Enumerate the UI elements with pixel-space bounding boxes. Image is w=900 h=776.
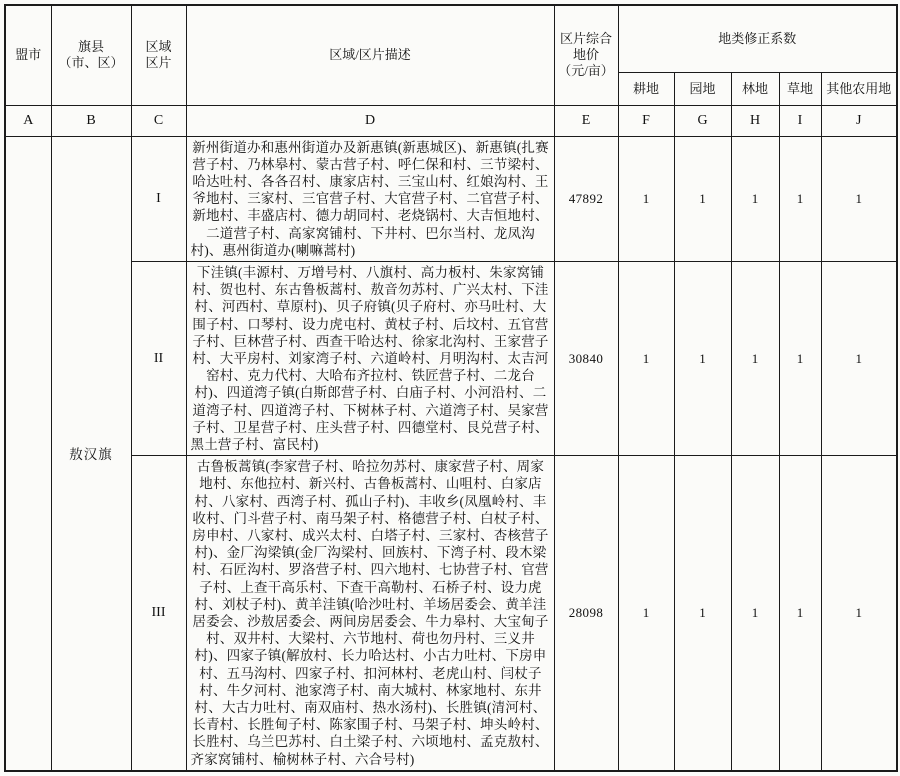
header-banner-county-line2: （市、区）	[58, 55, 124, 71]
zone-description-cell: 下洼镇(丰源村、万增号村、八旗村、高力板村、朱家窝铺村、贺也村、东古鲁板蒿村、敖音勿苏村、广兴太村、下洼村、河西村、草原村)、贝子府镇(贝子府村、亦马吐村、大围子村、口琴村、设力虎屯村、黄杖子村、后坟村、五官营子村、巨林营子村、西查干哈达村、徐家北沟村、王家营子村、大平房村、刘家湾子村、六道岭村、月明沟村、太吉河窑村、克力代村、大哈布齐拉村、铁匠营子村、二龙台村)、四道湾子镇(白斯郎营子村、白庙子村、小河沿村、二道湾子村、四道湾子村、下树林子村、六道湾子村、吴家营子村、卫星营子村、庄头营子村、四德堂村、艮兑营子村、黑土营子村、富民村)	[186, 261, 554, 455]
col-letter-b: B	[51, 105, 131, 136]
table-row-zone-3	[5, 456, 897, 771]
col-letter-f: F	[618, 105, 674, 136]
coeff-grass-cell: 1	[779, 261, 821, 455]
header-coefficient-group: 地类修正系数	[618, 5, 897, 72]
col-letter-i: I	[779, 105, 821, 136]
league-city-cell	[5, 136, 51, 771]
col-letter-a: A	[5, 105, 51, 136]
col-letter-h: H	[731, 105, 779, 136]
header-zone-line1: 区域	[145, 39, 172, 55]
price-cell: 28098	[554, 456, 618, 771]
coeff-garden-cell: 1	[674, 136, 731, 261]
header-banner-county-line1: 旗县	[77, 39, 104, 55]
coeff-other-cell: 1	[821, 136, 897, 261]
coeff-other-cell: 1	[821, 456, 897, 771]
zone-description-cell: 新州街道办和惠州街道办及新惠镇(新惠城区)、新惠镇(扎赛营子村、乃林皋村、蒙古营子村、呼仁保和村、三节梁村、哈达吐村、各各召村、康家店村、三宝山村、红娘沟村、王爷地村、三家村、三官营子村、大官营子村、二官营子村、新地村、丰盛店村、德力胡同村、老烧锅村、大吉恒地村、二道营子村、高家窝铺村、下井村、巴尔当村、龙凤沟村)、惠州街道办(喇嘛蒿村)	[186, 136, 554, 261]
coeff-forest-cell: 1	[731, 456, 779, 771]
coeff-grass-cell: 1	[779, 136, 821, 261]
header-zone	[131, 5, 186, 105]
price-cell: 30840	[554, 261, 618, 455]
header-league-city: 盟市	[5, 5, 51, 105]
col-letter-c: C	[131, 105, 186, 136]
coeff-other-cell: 1	[821, 261, 897, 455]
header-composite-price	[554, 5, 618, 105]
header-zone-description: 区域/区片描述	[186, 5, 554, 105]
price-cell: 47892	[554, 136, 618, 261]
header-coeff-forest: 林地	[731, 72, 779, 105]
header-zone-line2: 区片	[145, 55, 172, 71]
county-cell: 敖汉旗	[51, 136, 131, 771]
zone-description-cell: 古鲁板蒿镇(李家营子村、哈拉勿苏村、康家营子村、周家地村、东他拉村、新兴村、古鲁板蒿村、山咀村、白家店村、八家村、西湾子村、孤山子村)、丰收乡(凤凰岭村、丰收村、门斗营子村、南马架子村、格德营子村、白杖子村、房申村、八家村、成兴太村、白塔子村、三家村、杏核营子村)、金厂沟梁镇(金厂沟梁村、回族村、下湾子村、段木梁村、石匠沟村、罗洛营子村、四六地村、七协营子村、官营子村、上查干高乐村、下查干高勒村、石桥子村、设力虎村、刘杖子村)、黄羊洼镇(哈沙吐村、羊场居委会、黄羊洼居委会、沙敖居委会、两间房居委会、牛力皋村、大宝甸子村、双井村、大梁村、六节地村、荷也勿丹村、三义井村)、四家子镇(解放村、长力哈达村、小古力吐村、下房申村、五马沟村、四家子村、扣河林村、老虎山村、闫杖子村、牛夕河村、池家湾子村、南大城村、林家地村、东井村、大古力吐村、南双庙村、热水汤村)、长胜镇(清河村、长青村、长胜甸子村、陈家围子村、马架子村、坤头岭村、长胜村、乌兰巴苏村、白土梁子村、六顷地村、孟克敖村、齐家窝铺村、榆树林子村、六合号村)	[186, 456, 554, 771]
header-composite-price-line2: 地价	[572, 47, 599, 63]
header-banner-county	[51, 5, 131, 105]
coeff-grass-cell: 1	[779, 456, 821, 771]
col-letter-e: E	[554, 105, 618, 136]
coeff-forest-cell: 1	[731, 136, 779, 261]
column-letter-row	[5, 105, 897, 136]
coeff-cultivated-cell: 1	[618, 261, 674, 455]
header-composite-price-line3: （元/亩）	[558, 63, 614, 79]
col-letter-d: D	[186, 105, 554, 136]
zone-label-cell: II	[131, 261, 186, 455]
header-coeff-grass: 草地	[779, 72, 821, 105]
land-price-table	[4, 4, 898, 772]
header-coeff-garden: 园地	[674, 72, 731, 105]
col-letter-g: G	[674, 105, 731, 136]
table-row-zone-1	[5, 136, 897, 261]
header-coeff-other: 其他农用地	[821, 72, 897, 105]
col-letter-j: J	[821, 105, 897, 136]
coeff-garden-cell: 1	[674, 456, 731, 771]
coeff-cultivated-cell: 1	[618, 136, 674, 261]
coeff-garden-cell: 1	[674, 261, 731, 455]
zone-label-cell: I	[131, 136, 186, 261]
coeff-cultivated-cell: 1	[618, 456, 674, 771]
coeff-forest-cell: 1	[731, 261, 779, 455]
zone-label-cell: III	[131, 456, 186, 771]
header-composite-price-line1: 区片综合	[559, 31, 612, 47]
header-coeff-cultivated: 耕地	[618, 72, 674, 105]
table-row-zone-2	[5, 261, 897, 455]
